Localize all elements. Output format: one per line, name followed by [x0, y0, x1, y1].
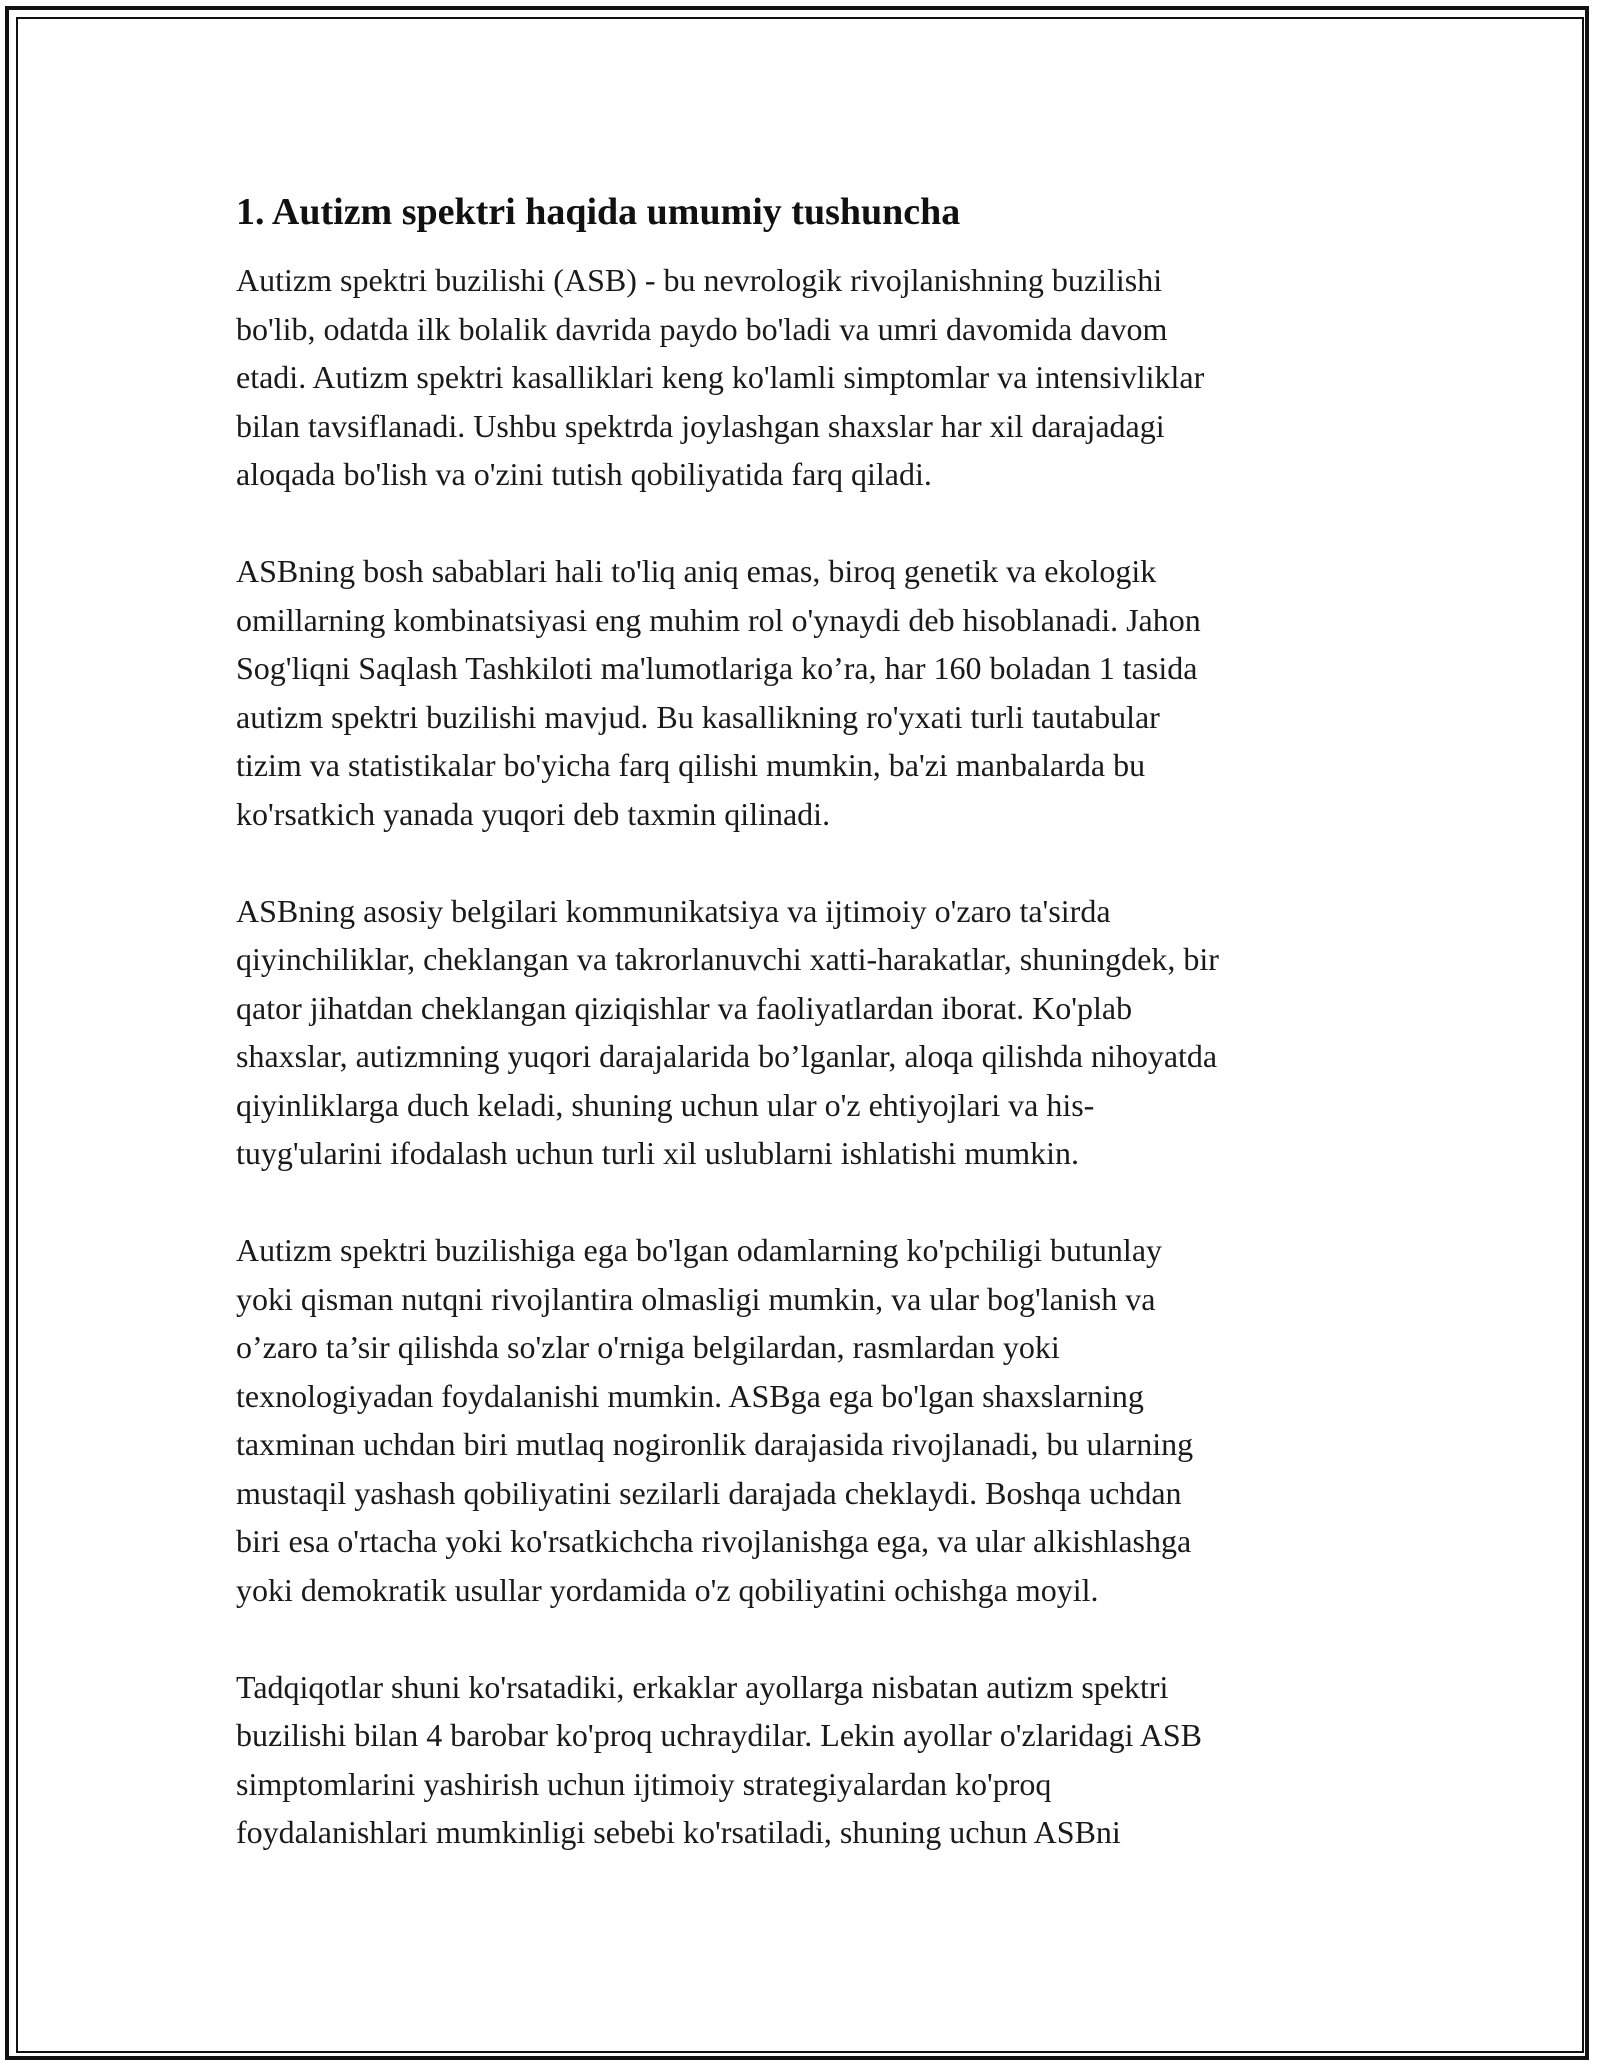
text-line: qiyinliklarga duch keladi, shuning uchun ular o'z ehtiyojlari va his- [236, 1086, 1095, 1123]
paragraph-4 [236, 1226, 1376, 1614]
text-line: ASBning asosiy belgilari kommunikatsiya va ijtimoiy o'zaro ta'sirda [236, 892, 1111, 929]
text-line: Sog'liqni Saqlash Tashkiloti ma'lumotlariga ko’ra, har 160 boladan 1 tasida [236, 650, 1198, 686]
text-line: qiyinchiliklar, cheklangan va takrorlanuvchi xatti-harakatlar, shuningdek, bir [236, 941, 1219, 977]
text-line: aloqada bo'lish va o'zini tutish qobiliyatida farq qiladi. [236, 456, 932, 492]
text-line: simptomlarini yashirish uchun ijtimoiy strategiyalardan ko'proq [236, 1765, 1052, 1802]
text-line: texnologiyadan foydalanishi mumkin. ASBga ega bo'lgan shaxslarning [236, 1377, 1144, 1414]
text-line: yoki demokratik usullar yordamida o'z qobiliyatini ochishga moyil. [236, 1571, 1099, 1608]
text-line: tuyg'ularini ifodalash uchun turli xil uslublarni ishlatishi mumkin. [236, 1135, 1080, 1171]
text-line: ko'rsatkich yanada yuqori deb taxmin qilinadi. [236, 795, 831, 832]
text-line: Autizm spektri buzilishiga ega bo'lgan odamlarning ko'pchiligi butunlay [236, 1232, 1163, 1268]
text-line: o’zaro ta’sir qilishda so'zlar o'rniga belgilardan, rasmlardan yoki [236, 1329, 1060, 1365]
text-line: Autizm spektri buzilishi (ASB) - bu nevrologik rivojlanishning buzilishi [236, 262, 1163, 298]
text-line: Tadqiqotlar shuni ko'rsatadiki, erkaklar ayollarga nisbatan autizm spektri [236, 1668, 1169, 1705]
text-line: qator jihatdan cheklangan qiziqishlar va faoliyatlardan iborat. Ko'plab [236, 989, 1133, 1026]
text-line: biri esa o'rtacha yoki ko'rsatkichcha rivojlanishga ega, va ular alkishlashga [236, 1523, 1192, 1559]
text-line: taxminan uchdan biri mutlaq nogironlik darajasida rivojlanadi, bu ularning [236, 1426, 1194, 1462]
text-line: etadi. Autizm spektri kasalliklari keng ko'lamli simptomlar va intensivliklar [236, 359, 1205, 395]
text-line: buzilishi bilan 4 barobar ko'proq uchraydilar. Lekin ayollar o'zlaridagi ASB [236, 1717, 1202, 1753]
paragraph-5 [236, 1663, 1376, 1857]
text-line: autizm spektri buzilishi mavjud. Bu kasallikning ro'yxati turli tautabular [236, 698, 1160, 735]
text-line: bilan tavsiflanadi. Ushbu spektrda joylashgan shaxslar har xil darajadagi [236, 407, 1165, 444]
paragraph-1 [236, 256, 1376, 499]
section-heading: 1. Autizm spektri haqida umumiy tushuncha [236, 191, 961, 233]
text-line: mustaqil yashash qobiliyatini sezilarli darajada cheklaydi. Boshqa uchdan [236, 1474, 1182, 1511]
text-line: ASBning bosh sabablari hali to'liq aniq emas, biroq genetik va ekologik [236, 553, 1157, 589]
text-line: yoki qisman nutqni rivojlantira olmasligi mumkin, va ular bog'lanish va [236, 1280, 1156, 1317]
document-body [236, 188, 1376, 1905]
text-line: tizim va statistikalar bo'yicha farq qilishi mumkin, ba'zi manbalarda bu [236, 747, 1146, 783]
text-line: bo'lib, odatda ilk bolalik davrida paydo bo'ladi va umri davomida davom [236, 310, 1168, 347]
text-line: shaxslar, autizmning yuqori darajalarida bo’lganlar, aloqa qilishda nihoyatda [236, 1038, 1218, 1074]
paragraph-2 [236, 547, 1376, 838]
text-line: foydalanishlari mumkinligi sebebi ko'rsatiladi, shuning uchun ASBni [236, 1814, 1121, 1850]
paragraph-3 [236, 887, 1376, 1178]
text-line: omillarning kombinatsiyasi eng muhim rol o'ynaydi deb hisoblanadi. Jahon [236, 601, 1201, 638]
